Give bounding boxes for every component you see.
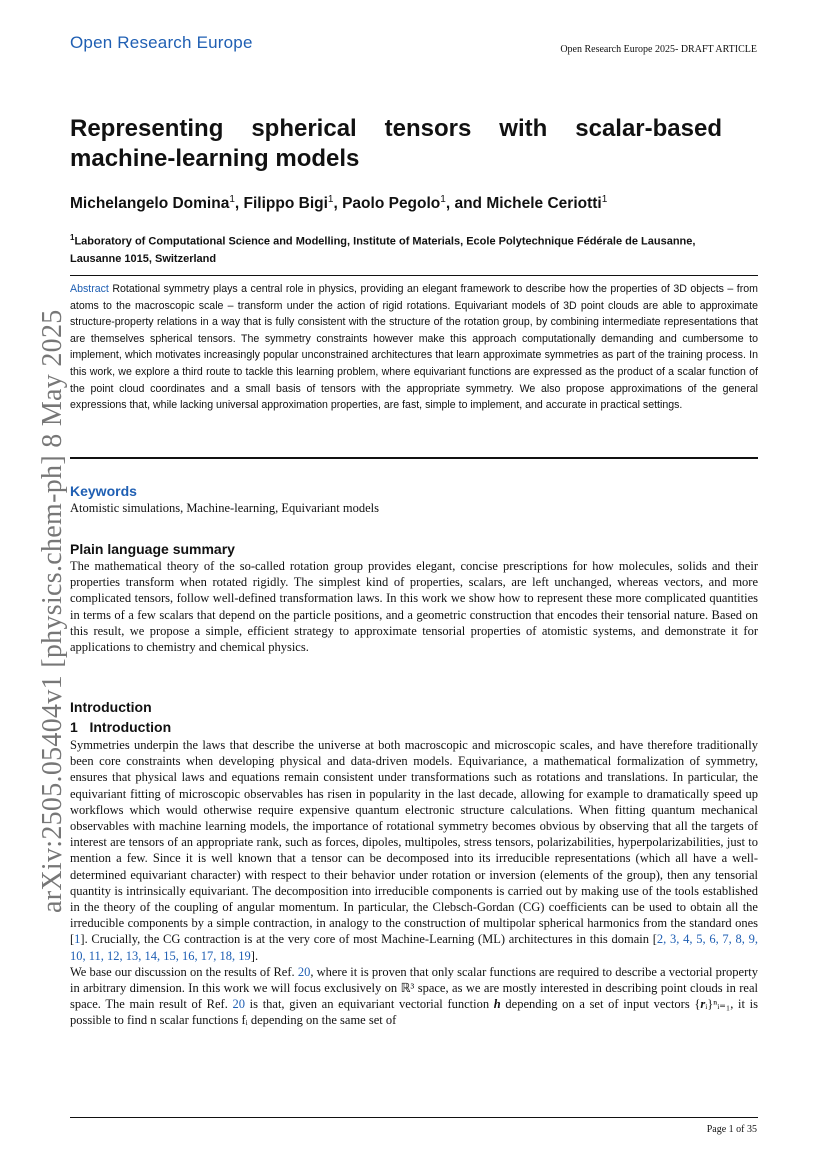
abstract-bottom-rule <box>70 457 758 459</box>
author-affil-mark: 1 <box>327 194 334 205</box>
footer-rule <box>70 1117 758 1118</box>
author-name: Paolo Pegolo <box>342 195 441 213</box>
math-symbol-h: h <box>493 997 501 1012</box>
affiliation <box>70 229 730 268</box>
keywords-text: Atomistic simulations, Machine-learning, Equivariant models <box>70 501 379 515</box>
introduction-heading: Introduction <box>70 699 152 715</box>
author-name: Michele Ceriotti <box>486 195 602 213</box>
page-number: Page 1 of 35 <box>706 1124 757 1135</box>
author-separator: , <box>234 195 244 213</box>
author-separator: , and <box>445 195 487 213</box>
author-name: Filippo Bigi <box>243 195 328 213</box>
abstract <box>70 281 758 414</box>
text-run: ᵢ}ⁿᵢ₌₁, it is possible to find n scalar functions fᵢ depending on the same set of <box>70 997 758 1028</box>
text-run: is that, given an equivariant vectorial function <box>245 997 494 1012</box>
affiliation-text: Laboratory of Computational Science and Modelling, Institute of Materials, Ecole Polytechnique Fédérale de Lausanne, Lausanne 1015, Switzerland <box>70 235 696 265</box>
introduction-body <box>70 737 758 1029</box>
text-run: ]. <box>250 948 259 963</box>
author-name: Michelangelo Domina <box>70 195 230 213</box>
section-heading <box>70 719 171 735</box>
text-run: depending on a set of input vectors { <box>500 997 701 1012</box>
abstract-top-rule <box>70 275 758 276</box>
plain-summary-paragraph: The mathematical theory of the so-called rotation group provides elegant, concise prescriptions for how molecules, solids and their properties transform when rotated rigidly. The simplest kind of properties, scalars, are left unchanged, whereas vectors, and more complicated tensors, follow well-defined transformation laws. In this work we show how to represent these more complicated quantities in terms of a few scalars that depend on the particle positions, and a geometric construction that encodes their tensorial nature. Based on this result, we propose a simple, efficient strategy to approximate tensorial properties of atomistic systems, and demonstrate it for applications to chemistry and chemical physics. <box>70 559 758 655</box>
author-affil-mark: 1 <box>440 194 446 205</box>
citation-link[interactable]: 20 <box>297 964 311 979</box>
journal-name: Open Research Europe <box>70 33 253 52</box>
plain-summary-heading: Plain language summary <box>70 541 235 557</box>
text-run: , where it is proven that only scalar functions are required to describe a vectorial property in arbitrary dimension. In this work we will focus exclusively on ℝ³ space, as we are mostly interested in describing point clouds in real space. The main result of Ref. <box>70 964 758 1012</box>
citation-link[interactable]: 1 <box>74 932 81 947</box>
abstract-label: Abstract <box>70 283 109 295</box>
author-list <box>70 194 730 213</box>
arxiv-identifier: arXiv:2505.05404v1 [physics.chem-ph] 8 May 2025 <box>37 309 68 913</box>
author-affil-mark: 1 <box>601 194 608 205</box>
affiliation-mark: 1 <box>70 233 75 242</box>
citation-link[interactable]: 20 <box>232 997 245 1012</box>
paper-title: Representing spherical tensors with scalar-based machine-learning models <box>70 115 722 172</box>
section-number: 1 <box>70 719 78 735</box>
author-affil-mark: 1 <box>229 194 235 205</box>
text-run: Symmetries underpin the laws that describe the universe at both macroscopic and microscopic scales, and have therefore traditionally been core constraints when developing physical and data-driven models. Equivariance, a mathematical formalization of symmetry, ensures that physical laws and equations remain consistent under transformations such as rotations and translations. In particular, the equivariant fitting of microscopic observables has risen in popularity in the last decade, allowing for example to dramatically speed up workflows which would otherwise require expensive quantum electronic structure calculations. When fitting quantum mechanical observables with machine learning models, the importance of rotational symmetry becomes obvious by observing that all the targets of interest are tensors of an appropriate rank, such as forces, dipoles, multipoles, stress tensors, polarizabilities, hyperpolarizabilities, just to mention a few. Since it is well known that a tensor can be decomposed into its irreducible representations (which all have a well-determined equivariant character) with respect to their behavior under rotation or inversion (elements of the group), then any tensorial quantity is intrinsically equivariant. The decomposition into irreducible components is carried out by making use of the tools established in the theory of the coupling of angular momentum. In particular, the Clebsch-Gordan (CG) coefficients can be used to obtain all the irreducible components by a simple contraction, in analogy to the construction of multipolar spherical harmonics from the standard ones [ <box>70 738 758 947</box>
plain-summary-text <box>70 558 758 655</box>
introduction-paragraph <box>70 964 758 1029</box>
text-run: We base our discussion on the results of Ref. <box>70 964 298 979</box>
keywords-heading: Keywords <box>70 483 137 499</box>
text-run: ]. Crucially, the CG contraction is at the very core of most Machine-Learning (ML) architectures in this domain [ <box>80 932 657 947</box>
abstract-text: Rotational symmetry plays a central role in physics, providing an elegant framework to describe how the properties of 3D objects – from atoms to the macroscopic scale – transform under the action of rigid rotations. Equivariant models of 3D point clouds are able to approximate structure-property relations in a way that is fully consistent with the structure of the rotation group, by combining intermediate representations that are themselves spherical tensors. The symmetry constraints however make this approach computationally demanding and cumbersome to implement, which motivates increasingly popular unconstrained architectures that learn approximate symmetries as part of the training process. In this work, we explore a third route to tackle this learning problem, where equivariant functions are expressed as the product of a scalar function of the point cloud coordinates and a small basis of tensors with the appropriate symmetry. We also propose approximations of the general expressions that, while lacking universal approximation properties, are fast, simple to implement, and accurate in practical settings. <box>70 283 758 412</box>
citation-link-list[interactable]: 2, 3, 4, 5, 6, 7, 8, 9, 10, 11, 12, 13, 14, 15, 16, 17, 18, 19 <box>70 932 759 963</box>
running-header: Open Research Europe 2025- DRAFT ARTICLE <box>560 44 757 55</box>
math-symbol-r: r <box>700 997 706 1012</box>
author-separator: , <box>333 195 343 213</box>
section-title: Introduction <box>89 719 172 735</box>
introduction-paragraph <box>70 737 758 964</box>
